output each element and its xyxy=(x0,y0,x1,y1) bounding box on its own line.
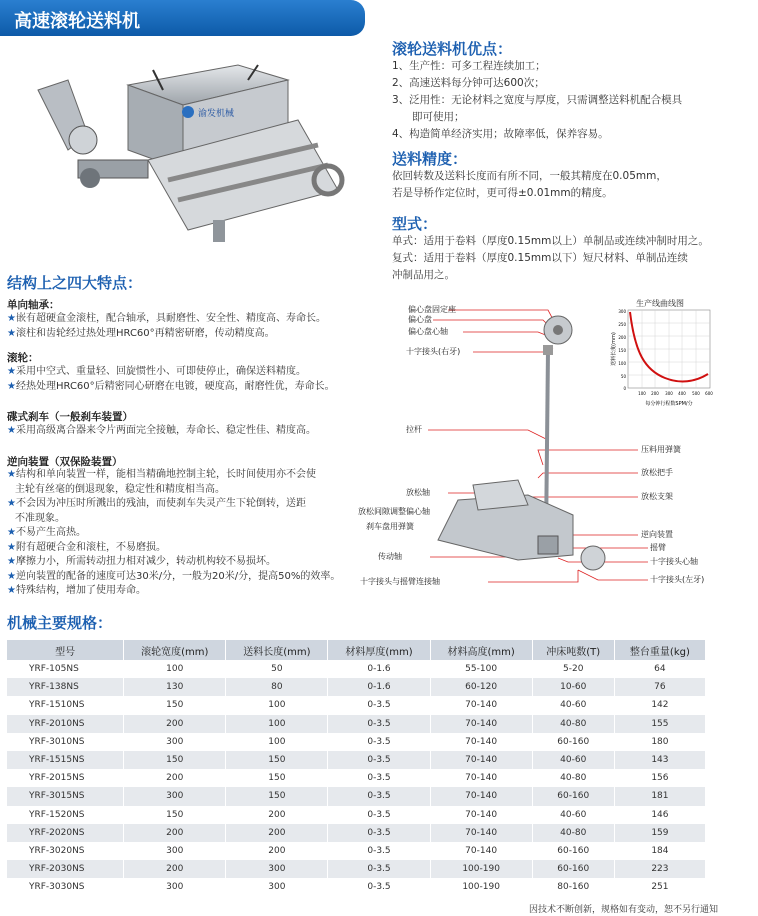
svg-text:300: 300 xyxy=(618,309,626,314)
table-cell: YRF-138NS xyxy=(7,678,124,696)
label-brake-spring: 刹车盘用弹簧 xyxy=(366,522,414,531)
feature-item: ★不易产生高热。 xyxy=(7,527,86,538)
table-cell: 100-190 xyxy=(430,878,532,896)
table-cell: 200 xyxy=(124,824,226,842)
table-cell: 150 xyxy=(124,751,226,769)
table-row xyxy=(7,660,706,678)
logo-text: 渝发机械 xyxy=(198,109,235,119)
table-cell: 60-160 xyxy=(532,860,614,878)
feature-list xyxy=(7,468,340,599)
label-eccentric-shaft: 偏心盘心轴 xyxy=(408,327,448,336)
table-cell: 70-140 xyxy=(430,824,532,842)
table-cell: 70-140 xyxy=(430,806,532,824)
table-cell: 0-1.6 xyxy=(328,678,430,696)
svg-text:500: 500 xyxy=(692,391,700,396)
label-cross-joint-pin: 十字接头心轴 xyxy=(650,557,698,566)
svg-text:300: 300 xyxy=(665,391,673,396)
table-cell: 100 xyxy=(226,715,328,733)
svg-text:送料长度(mm): 送料长度(mm) xyxy=(611,332,617,366)
precision-line: 若是导桥作定位时，更可得±0.01mm的精度。 xyxy=(392,187,613,199)
table-cell: 50 xyxy=(226,660,328,678)
label-eccentric-disk: 偏心盘 xyxy=(408,315,432,324)
feeder-machine-image xyxy=(28,60,358,250)
feature-title: 逆向装置（双保险装置） xyxy=(7,456,123,468)
table-cell: 200 xyxy=(226,824,328,842)
table-row xyxy=(7,751,706,769)
feature-item: ★嵌有超硬盒金滚柱，配合轴承，具耐磨性、安全性、精度高、寿命长。 xyxy=(7,313,326,324)
column-header: 送料长度(mm) xyxy=(226,640,328,660)
table-row xyxy=(7,860,706,878)
table-cell: 76 xyxy=(614,678,705,696)
model-line: 复式：适用于卷料（厚度0.15mm以下）短尺材料、单制品连续 xyxy=(392,252,688,264)
table-cell: 130 xyxy=(124,678,226,696)
curve-title: 生产线曲线图 xyxy=(636,299,684,308)
table-cell: 0-3.5 xyxy=(328,824,430,842)
table-row xyxy=(7,715,706,733)
table-cell: 150 xyxy=(124,696,226,714)
table-cell: 0-3.5 xyxy=(328,842,430,860)
table-cell: 0-3.5 xyxy=(328,806,430,824)
table-cell: 5-20 xyxy=(532,660,614,678)
advantages-heading: 滚轮送料机优点： xyxy=(392,40,513,58)
table-cell: YRF-1515NS xyxy=(7,751,124,769)
page-title: 高速滚轮送料机 xyxy=(0,0,365,36)
table-cell: 200 xyxy=(226,806,328,824)
table-cell: 146 xyxy=(614,806,705,824)
advantage-item: 3、泛用性：无论材料之宽度与厚度，只需调整送料机配合模具 xyxy=(392,94,683,106)
label-press-spring: 压料用弹簧 xyxy=(641,445,681,454)
table-cell: 150 xyxy=(226,787,328,805)
table-row xyxy=(7,787,706,805)
label-release-shaft: 放松轴 xyxy=(406,488,430,497)
feature-item: ★采用中空式、重量轻、回旋惯性小、可即使停止，确保送料精度。 xyxy=(7,366,306,377)
table-cell: 0-3.5 xyxy=(328,751,430,769)
feature-item: ★特殊结构，增加了使用寿命。 xyxy=(7,585,146,596)
svg-text:0: 0 xyxy=(623,386,626,391)
feature-title: 单向轴承： xyxy=(7,299,60,311)
table-cell: 70-140 xyxy=(430,769,532,787)
specs-table xyxy=(7,640,706,896)
table-cell: 70-140 xyxy=(430,696,532,714)
feature-list xyxy=(7,365,335,394)
feature-item: ★采用高级离合器来令片两面完全接触，寿命长、稳定性佳、精度高。 xyxy=(7,425,316,436)
column-header: 整台重量(kg) xyxy=(614,640,705,660)
model-heading: 型式： xyxy=(392,215,438,233)
table-cell: 150 xyxy=(226,751,328,769)
table-cell: 155 xyxy=(614,715,705,733)
table-cell: 70-140 xyxy=(430,751,532,769)
feature-item: ★滚柱和齿轮经过热处理HRC60°再精密研磨，传动精度高。 xyxy=(7,327,275,339)
table-cell: YRF-3010NS xyxy=(7,733,124,751)
table-cell: 80 xyxy=(226,678,328,696)
table-cell: 0-3.5 xyxy=(328,715,430,733)
advantage-item: 即可使用； xyxy=(412,111,465,123)
table-cell: YRF-1510NS xyxy=(7,696,124,714)
table-cell: 200 xyxy=(226,842,328,860)
table-row xyxy=(7,824,706,842)
feature-item: ★经热处理HRC60°后精密同心研磨在电镀，硬度高，耐磨性优，寿命长。 xyxy=(7,380,335,392)
table-row xyxy=(7,733,706,751)
precision-text xyxy=(392,168,667,202)
table-cell: 40-80 xyxy=(532,715,614,733)
feature-title: 碟式刹车（一般刹车装置） xyxy=(7,411,133,423)
table-cell: 0-3.5 xyxy=(328,787,430,805)
table-cell: 60-160 xyxy=(532,842,614,860)
table-row xyxy=(7,878,706,896)
precision-line: 依回转数及送料长度而有所不同，一般其精度在0.05mm， xyxy=(392,170,667,182)
table-cell: YRF-3015NS xyxy=(7,787,124,805)
label-cross-joint-right: 十字接头(右牙) xyxy=(406,347,461,356)
table-cell: 40-80 xyxy=(532,769,614,787)
table-cell: 200 xyxy=(124,715,226,733)
table-cell: 251 xyxy=(614,878,705,896)
table-cell: 150 xyxy=(226,769,328,787)
table-cell: 70-140 xyxy=(430,733,532,751)
table-row xyxy=(7,696,706,714)
table-cell: 223 xyxy=(614,860,705,878)
label-release-bracket: 放松支架 xyxy=(641,492,673,501)
feature-item: 不准现象。 xyxy=(15,512,65,524)
table-cell: 300 xyxy=(226,878,328,896)
structure-diagram xyxy=(358,299,723,600)
table-cell: 64 xyxy=(614,660,705,678)
table-cell: YRF-2010NS xyxy=(7,715,124,733)
feature-item: ★结构和单向装置一样，能相当精确地控制主轮，长时间使用亦不会使 xyxy=(7,469,316,480)
table-cell: YRF-3030NS xyxy=(7,878,124,896)
svg-text:150: 150 xyxy=(618,348,626,353)
svg-text:50: 50 xyxy=(620,374,626,379)
label-drive-shaft: 传动轴 xyxy=(378,552,402,561)
model-line: 单式：适用于卷料（厚度0.15mm以上）单制品或连续冲制时用之。 xyxy=(392,235,709,247)
table-cell: 40-60 xyxy=(532,696,614,714)
svg-text:200: 200 xyxy=(651,391,659,396)
svg-text:100: 100 xyxy=(638,391,646,396)
table-cell: 70-140 xyxy=(430,842,532,860)
label-cross-joint-left: 十字接头(左牙) xyxy=(650,575,705,584)
precision-heading: 送料精度： xyxy=(392,150,468,168)
svg-text:400: 400 xyxy=(678,391,686,396)
label-pull-rod: 拉杆 xyxy=(406,425,422,434)
table-cell: 100 xyxy=(226,733,328,751)
table-header-row xyxy=(7,640,706,660)
table-row xyxy=(7,678,706,696)
column-header: 滚轮宽度(mm) xyxy=(124,640,226,660)
table-cell: YRF-2020NS xyxy=(7,824,124,842)
column-header: 冲床吨数(T) xyxy=(532,640,614,660)
feature-title: 滚轮： xyxy=(7,352,39,364)
table-cell: 142 xyxy=(614,696,705,714)
table-cell: 300 xyxy=(226,860,328,878)
table-cell: 143 xyxy=(614,751,705,769)
label-eccentric-base: 偏心盘固定座 xyxy=(408,305,456,314)
svg-text:100: 100 xyxy=(618,361,626,366)
table-cell: 40-60 xyxy=(532,751,614,769)
feature-list xyxy=(7,312,326,341)
column-header: 型号 xyxy=(7,640,124,660)
table-cell: YRF-1520NS xyxy=(7,806,124,824)
model-line: 冲制品用之。 xyxy=(392,269,455,281)
table-cell: 60-120 xyxy=(430,678,532,696)
table-cell: 55-100 xyxy=(430,660,532,678)
label-cross-joint-arm-shaft: 十字接头与摇臂连接轴 xyxy=(360,577,440,586)
table-cell: 40-60 xyxy=(532,806,614,824)
table-cell: 0-3.5 xyxy=(328,769,430,787)
table-cell: 70-140 xyxy=(430,715,532,733)
svg-text:600: 600 xyxy=(705,391,713,396)
column-header: 材料高度(mm) xyxy=(430,640,532,660)
model-text xyxy=(392,233,709,284)
table-cell: 40-80 xyxy=(532,824,614,842)
table-row xyxy=(7,769,706,787)
feature-item: ★逆向装置的配备的速度可达30米/分，一般为20米/分，提高50%的效率。 xyxy=(7,570,341,582)
table-cell: 100 xyxy=(226,696,328,714)
table-cell: 60-160 xyxy=(532,733,614,751)
table-row xyxy=(7,842,706,860)
svg-text:每分钟行程数SPM/分: 每分钟行程数SPM/分 xyxy=(645,401,693,407)
feature-item: 主轮有丝毫的倒退现象，稳定性和精度相当高。 xyxy=(15,483,225,495)
label-reverse-device: 逆向装置 xyxy=(641,530,673,539)
table-cell: 100 xyxy=(124,660,226,678)
table-cell: YRF-3020NS xyxy=(7,842,124,860)
table-cell: 60-160 xyxy=(532,787,614,805)
feature-item: ★摩擦力小，所需转动扭力相对减少，转动机构较不易损坏。 xyxy=(7,556,276,567)
feature-item: ★不会因为冲压时所溅出的残油，而使刹车失灵产生下轮倒转，送距 xyxy=(7,498,306,509)
table-cell: YRF-2015NS xyxy=(7,769,124,787)
feature-item: ★附有超硬合金和滚柱，不易磨损。 xyxy=(7,541,166,553)
features-heading: 结构上之四大特点： xyxy=(7,274,143,292)
label-release-handle: 放松把手 xyxy=(641,468,673,477)
svg-text:250: 250 xyxy=(618,322,626,327)
table-row xyxy=(7,806,706,824)
table-cell: 70-140 xyxy=(430,787,532,805)
table-cell: 150 xyxy=(124,806,226,824)
table-cell: 180 xyxy=(614,733,705,751)
table-cell: 200 xyxy=(124,860,226,878)
label-release-gap-shaft: 放松间隙调整偏心轴 xyxy=(358,507,430,516)
advantage-item: 1、生产性：可多工程连续加工； xyxy=(392,60,546,72)
table-cell: 10-60 xyxy=(532,678,614,696)
table-cell: 0-3.5 xyxy=(328,733,430,751)
table-cell: 80-160 xyxy=(532,878,614,896)
table-cell: 300 xyxy=(124,733,226,751)
table-cell: 0-1.6 xyxy=(328,660,430,678)
table-cell: 184 xyxy=(614,842,705,860)
table-cell: 0-3.5 xyxy=(328,878,430,896)
table-cell: YRF-105NS xyxy=(7,660,124,678)
table-cell: 181 xyxy=(614,787,705,805)
column-header: 材料厚度(mm) xyxy=(328,640,430,660)
label-swing-arm: 摇臂 xyxy=(650,543,666,552)
table-cell: 200 xyxy=(124,769,226,787)
advantages-list xyxy=(392,58,682,143)
advantage-item: 4、构造简单经济实用；故障率低，保养容易。 xyxy=(392,128,609,140)
table-cell: YRF-2030NS xyxy=(7,860,124,878)
feature-list xyxy=(7,424,316,439)
table-cell: 156 xyxy=(614,769,705,787)
table-cell: 300 xyxy=(124,787,226,805)
svg-text:200: 200 xyxy=(618,335,626,340)
specs-heading: 机械主要规格： xyxy=(7,614,113,632)
table-cell: 159 xyxy=(614,824,705,842)
footer-note: 因技术不断创新，规格如有变动，恕不另行通知 xyxy=(528,905,718,915)
table-cell: 300 xyxy=(124,878,226,896)
table-cell: 100-190 xyxy=(430,860,532,878)
table-cell: 0-3.5 xyxy=(328,860,430,878)
advantage-item: 2、高速送料每分钟可达600次； xyxy=(392,77,545,89)
production-curve xyxy=(610,308,715,413)
table-cell: 0-3.5 xyxy=(328,696,430,714)
table-cell: 300 xyxy=(124,842,226,860)
